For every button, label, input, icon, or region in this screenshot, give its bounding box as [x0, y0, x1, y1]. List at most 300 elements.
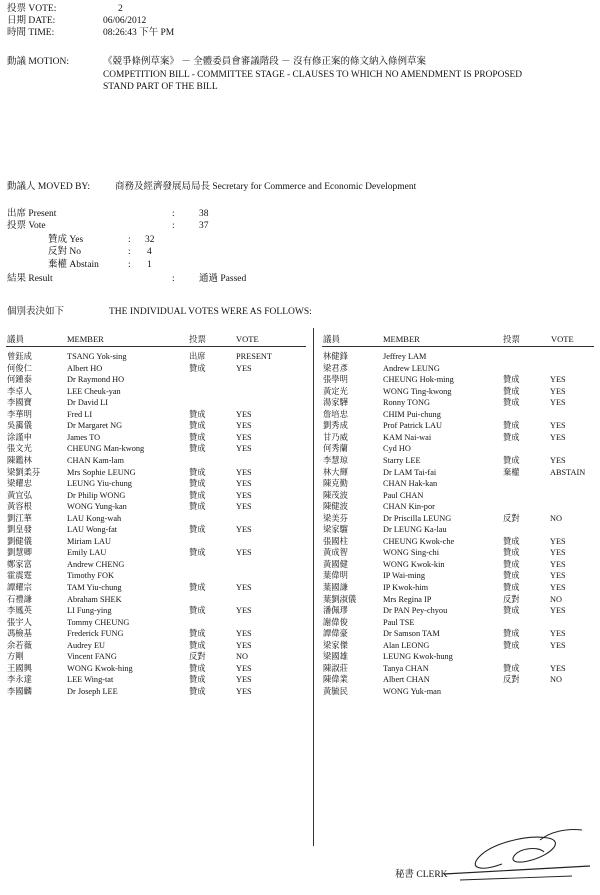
member-name-en: Emily LAU: [67, 548, 107, 558]
member-name-cn: 梁劉柔芬: [7, 467, 41, 477]
vote-total-value: 37: [199, 221, 209, 231]
member-name-en: Dr Samson TAM: [383, 629, 440, 639]
time-label: 時間 TIME:: [7, 28, 55, 38]
vote-cn: 贊成: [189, 502, 206, 512]
member-name-en: Alan LEONG: [383, 640, 430, 650]
vote-cn: 贊成: [503, 455, 520, 465]
table-row: [323, 674, 595, 686]
vote-en: YES: [236, 606, 252, 616]
table-row: [7, 501, 307, 513]
vote-en: YES: [236, 444, 252, 454]
table-row: [323, 420, 595, 432]
member-name-cn: 葉劉淑儀: [323, 594, 357, 604]
vote-en: YES: [550, 386, 566, 396]
member-name-en: WONG Yung-kan: [67, 502, 127, 512]
member-name-cn: 劉慧卿: [7, 548, 32, 558]
vote-en: YES: [236, 502, 252, 512]
table-row: [7, 420, 307, 432]
member-name-en: Frederick FUNG: [67, 629, 124, 639]
member-name-cn: 湯家驊: [323, 398, 348, 408]
member-name-en: WONG Yuk-man: [383, 686, 441, 696]
table-row: [323, 640, 595, 652]
member-name-en: Dr Priscilla LEUNG: [383, 513, 452, 523]
member-name-cn: 李鳳英: [7, 606, 32, 616]
table-row: [7, 628, 307, 640]
right-header-rule: [322, 346, 594, 347]
vote-cn: 贊成: [189, 640, 206, 650]
member-name-en: Prof Patrick LAU: [383, 421, 442, 431]
table-row: [7, 432, 307, 444]
vote-en: YES: [550, 536, 566, 546]
table-row: [323, 374, 595, 386]
member-name-cn: 陳淑莊: [323, 663, 348, 673]
table-row: [7, 663, 307, 675]
vote-cn: 棄權: [503, 467, 520, 477]
vote-en: YES: [550, 629, 566, 639]
member-name-cn: 劉江華: [7, 513, 32, 523]
table-row: [323, 478, 595, 490]
vote-cn: 贊成: [503, 606, 520, 616]
member-name-en: WONG Kwok-hing: [67, 663, 133, 673]
vote-en: NO: [236, 652, 248, 662]
table-row: [7, 640, 307, 652]
motion-line-3: STAND PART OF THE BILL: [103, 82, 218, 92]
member-name-en: CHAN Kin-por: [383, 502, 435, 512]
left-header-member-en: MEMBER: [67, 334, 104, 344]
table-row: [7, 617, 307, 629]
table-row: [7, 490, 307, 502]
member-name-en: Andrew LEUNG: [383, 363, 440, 373]
member-name-cn: 鄭家富: [7, 559, 32, 569]
table-row: [323, 559, 595, 571]
member-name-cn: 李慧琼: [323, 455, 348, 465]
member-name-en: KAM Nai-wai: [383, 432, 432, 442]
member-name-cn: 余若薇: [7, 640, 32, 650]
member-name-en: Dr LEUNG Ka-lau: [383, 525, 447, 535]
vote-cn: 贊成: [503, 559, 520, 569]
table-row: [323, 582, 595, 594]
table-row: [7, 397, 307, 409]
table-row: [323, 490, 595, 502]
member-name-en: LAU Kong-wah: [67, 513, 122, 523]
table-row: [323, 686, 595, 698]
member-name-en: Vincent FANG: [67, 652, 117, 662]
member-name-cn: 張宇人: [7, 617, 32, 627]
vote-en: YES: [236, 629, 252, 639]
member-name-cn: 梁家傑: [323, 640, 348, 650]
table-row: [323, 605, 595, 617]
member-name-en: LEE Wing-tat: [67, 675, 114, 685]
table-row: [7, 605, 307, 617]
present-value: 38: [199, 209, 209, 219]
member-name-cn: 李華明: [7, 409, 32, 419]
vote-cn: 贊成: [503, 398, 520, 408]
member-name-en: Abraham SHEK: [67, 594, 122, 604]
abstain-value: 1: [147, 260, 152, 270]
vote-cn: 贊成: [503, 536, 520, 546]
present-label: 出席 Present: [7, 209, 57, 219]
vote-en: YES: [550, 663, 566, 673]
vote-cn: 贊成: [189, 663, 206, 673]
present-colon: :: [172, 209, 175, 219]
member-name-en: Albert CHAN: [383, 675, 430, 685]
member-name-cn: 劉皇發: [7, 525, 32, 535]
member-name-cn: 馮檢基: [7, 629, 32, 639]
vote-cn: 贊成: [503, 640, 520, 650]
vote-cn: 贊成: [189, 629, 206, 639]
table-row: [7, 559, 307, 571]
vote-en: YES: [236, 640, 252, 650]
result-colon: :: [172, 274, 175, 284]
no-label: 反對 No: [48, 247, 81, 257]
left-header-vote-cn: 投票: [189, 334, 207, 344]
member-name-en: Tommy CHEUNG: [67, 617, 130, 627]
motion-label: 動議 MOTION:: [7, 57, 70, 67]
moved-by-label: 動議人 MOVED BY:: [7, 182, 91, 192]
vote-cn: 贊成: [189, 467, 206, 477]
table-row: [323, 570, 595, 582]
member-name-cn: 李國寶: [7, 398, 32, 408]
table-row: [7, 513, 307, 525]
table-row: [323, 363, 595, 375]
table-row: [7, 467, 307, 479]
time-value: 08:26:43 下午 PM: [103, 28, 175, 38]
member-name-en: IP Kwok-him: [383, 583, 429, 592]
individual-heading-en: THE INDIVIDUAL VOTES WERE AS FOLLOWS:: [109, 307, 312, 317]
member-name-cn: 梁美芬: [323, 513, 348, 523]
table-row: [7, 536, 307, 548]
vote-en: YES: [550, 432, 566, 442]
member-name-en: James TO: [67, 432, 101, 442]
member-name-cn: 陳克勤: [323, 479, 348, 489]
individual-heading-cn: 個別表決如下: [7, 307, 65, 317]
member-name-en: Paul TSE: [383, 617, 415, 627]
member-name-en: CHAN Kam-lam: [67, 455, 124, 465]
member-name-en: TAM Yiu-chung: [67, 583, 122, 592]
member-name-en: LI Fung-ying: [67, 606, 112, 616]
table-row: [7, 651, 307, 663]
member-name-cn: 梁國雄: [323, 652, 348, 662]
member-name-en: Starry LEE: [383, 455, 421, 465]
table-row: [7, 351, 307, 363]
vote-cn: 贊成: [189, 409, 206, 419]
member-name-cn: 何秀蘭: [323, 444, 348, 454]
member-name-en: Dr Margaret NG: [67, 421, 123, 431]
vote-cn: 贊成: [503, 629, 520, 639]
member-name-cn: 謝偉俊: [323, 617, 348, 627]
member-name-cn: 黃毓民: [323, 686, 348, 696]
vote-cn: 贊成: [189, 363, 206, 373]
table-row: [323, 467, 595, 479]
moved-by-value: 商務及經濟發展局局長 Secretary for Commerce and Economic Development: [115, 182, 417, 192]
table-row: [323, 432, 595, 444]
table-row: [323, 501, 595, 513]
vote-en: YES: [236, 467, 252, 477]
member-name-cn: 黃宜弘: [7, 490, 32, 500]
vote-en: YES: [236, 363, 252, 373]
member-name-en: LAU Wong-fat: [67, 525, 118, 535]
member-name-en: Dr David LI: [67, 398, 109, 408]
member-name-cn: 陳茂波: [323, 490, 348, 500]
member-name-en: Jeffrey LAM: [383, 352, 427, 361]
table-row: [323, 397, 595, 409]
vote-en: NO: [550, 675, 562, 685]
member-name-cn: 梁君彥: [323, 363, 348, 373]
right-header-vote-cn: 投票: [503, 334, 521, 344]
vote-en: YES: [550, 398, 566, 408]
vote-en: ABSTAIN: [550, 467, 586, 477]
member-name-en: Ronny TONG: [383, 398, 430, 408]
vote-cn: 反對: [189, 652, 206, 662]
member-name-en: Mrs Regina IP: [383, 594, 432, 604]
member-name-cn: 梁家騮: [323, 525, 348, 535]
left-header-vote-en: VOTE: [236, 334, 259, 344]
left-header-rule: [6, 346, 306, 347]
table-row: [323, 663, 595, 675]
table-row: [7, 363, 307, 375]
member-name-en: Audrey EU: [67, 640, 106, 650]
member-name-cn: 黃國健: [323, 559, 348, 569]
member-name-en: Cyd HO: [383, 444, 411, 454]
vote-en: YES: [550, 375, 566, 385]
vote-en: YES: [236, 525, 252, 535]
member-name-en: CHAN Hak-kan: [383, 479, 438, 489]
vote-cn: 贊成: [503, 375, 520, 385]
vote-cn: 出席: [189, 352, 206, 361]
member-name-cn: 張學明: [323, 375, 348, 385]
member-name-en: Tanya CHAN: [383, 663, 429, 673]
vote-cn: 反對: [503, 675, 520, 685]
vote-en: YES: [236, 548, 252, 558]
table-row: [323, 628, 595, 640]
member-name-cn: 王國興: [7, 663, 32, 673]
member-name-en: CHIM Pui-chung: [383, 409, 441, 419]
member-name-en: Paul CHAN: [383, 490, 424, 500]
member-name-en: Miriam LAU: [67, 536, 112, 546]
table-row: [7, 547, 307, 559]
vote-cn: 贊成: [189, 432, 206, 442]
member-name-cn: 林健鋒: [323, 352, 348, 361]
member-name-cn: 陳健波: [323, 502, 348, 512]
table-row: [7, 524, 307, 536]
member-name-en: CHEUNG Kwok-che: [383, 536, 455, 546]
member-name-en: WONG Ting-kwong: [383, 386, 452, 396]
member-name-en: Dr Raymond HO: [67, 375, 125, 385]
member-name-en: CHEUNG Man-kwong: [67, 444, 145, 454]
no-colon: :: [128, 247, 131, 257]
table-row: [323, 617, 595, 629]
member-name-cn: 譚耀宗: [7, 583, 32, 592]
member-name-cn: 梁耀忠: [7, 479, 32, 489]
table-row: [7, 582, 307, 594]
member-name-en: WONG Sing-chi: [383, 548, 439, 558]
member-name-en: LEUNG Yiu-chung: [67, 479, 132, 489]
vote-cn: 贊成: [189, 490, 206, 500]
member-name-cn: 張國柱: [323, 536, 348, 546]
vote-en: YES: [236, 432, 252, 442]
member-name-cn: 潘佩璆: [323, 606, 348, 616]
member-name-cn: 黃定光: [323, 386, 348, 396]
member-name-cn: 何俊仁: [7, 363, 32, 373]
vote-cn: 贊成: [503, 386, 520, 396]
date-label: 日期 DATE:: [7, 16, 56, 26]
motion-line-2: COMPETITION BILL - COMMITTEE STAGE - CLAUSES TO WHICH NO AMENDMENT IS PROPOSED: [103, 70, 523, 80]
table-row: [323, 386, 595, 398]
right-header-member-cn: 議員: [323, 334, 341, 344]
yes-colon: :: [128, 235, 131, 245]
member-name-cn: 譚偉豪: [323, 629, 348, 639]
member-name-cn: 何鍾泰: [7, 375, 32, 385]
vote-en: YES: [550, 640, 566, 650]
member-name-en: Albert HO: [67, 363, 103, 373]
table-row: [323, 651, 595, 663]
left-header-member-cn: 議員: [7, 334, 25, 344]
table-row: [7, 455, 307, 467]
member-name-en: WONG Kwok-kin: [383, 559, 445, 569]
vote-cn: 贊成: [189, 444, 206, 454]
table-row: [323, 443, 595, 455]
member-name-cn: 張文光: [7, 444, 32, 454]
vote-en: YES: [550, 583, 566, 592]
clerk-label: 秘書 CLERK: [395, 870, 448, 880]
member-name-en: LEE Cheuk-yan: [67, 386, 121, 396]
member-name-en: CHEUNG Hok-ming: [383, 375, 454, 385]
member-name-en: LEUNG Kwok-hung: [383, 652, 453, 662]
vote-en: YES: [550, 559, 566, 569]
result-value: 通過 Passed: [199, 274, 247, 284]
vote-en: NO: [550, 594, 562, 604]
vote-cn: 贊成: [189, 583, 206, 592]
clerk-signature: [440, 822, 596, 886]
vote-cn: 贊成: [189, 421, 206, 431]
member-name-en: Mrs Sophie LEUNG: [67, 467, 136, 477]
member-name-cn: 劉秀成: [323, 421, 348, 431]
vote-cn: 贊成: [189, 686, 206, 696]
member-name-cn: 吳靄儀: [7, 421, 32, 431]
member-name-en: Timothy FOK: [67, 571, 114, 581]
member-name-en: IP Wai-ming: [383, 571, 425, 581]
vote-en: YES: [550, 606, 566, 616]
vote-cn: 贊成: [503, 663, 520, 673]
right-header-member-en: MEMBER: [383, 334, 420, 344]
result-label: 結果 Result: [7, 274, 53, 284]
table-row: [7, 374, 307, 386]
member-name-cn: 方剛: [7, 652, 24, 662]
vote-en: YES: [236, 675, 252, 685]
abstain-colon: :: [128, 260, 131, 270]
vote-cn: 贊成: [503, 548, 520, 558]
vote-en: YES: [550, 421, 566, 431]
vote-en: PRESENT: [236, 352, 272, 361]
table-row: [323, 513, 595, 525]
vote-total-colon: :: [172, 221, 175, 231]
vote-total-label: 投票 Vote: [7, 221, 46, 231]
vote-en: YES: [236, 409, 252, 419]
table-row: [7, 686, 307, 698]
vote-en: YES: [236, 479, 252, 489]
vote-en: YES: [236, 421, 252, 431]
member-name-cn: 霍震霆: [7, 571, 32, 581]
vote-cn: 贊成: [189, 525, 206, 535]
vote-en: YES: [550, 455, 566, 465]
member-name-cn: 林大輝: [323, 467, 348, 477]
member-name-cn: 劉健儀: [7, 536, 32, 546]
table-row: [7, 443, 307, 455]
column-divider: [313, 328, 314, 846]
table-row: [323, 409, 595, 421]
vote-cn: 贊成: [503, 571, 520, 581]
yes-label: 贊成 Yes: [48, 235, 84, 245]
member-name-en: Fred LI: [67, 409, 93, 419]
vote-en: YES: [236, 686, 252, 696]
member-name-en: Andrew CHENG: [67, 559, 125, 569]
table-row: [323, 594, 595, 606]
vote-cn: 贊成: [503, 421, 520, 431]
vote-number-label: 投票 VOTE:: [7, 4, 57, 14]
vote-cn: 反對: [503, 513, 520, 523]
member-name-cn: 李永達: [7, 675, 32, 685]
vote-cn: 贊成: [189, 548, 206, 558]
member-name-cn: 甘乃威: [323, 432, 348, 442]
vote-cn: 贊成: [503, 432, 520, 442]
table-row: [7, 594, 307, 606]
table-row: [323, 536, 595, 548]
member-name-en: TSANG Yok-sing: [67, 352, 127, 361]
member-name-cn: 黃容根: [7, 502, 32, 512]
right-header-vote-en: VOTE: [551, 334, 574, 344]
yes-value: 32: [145, 235, 155, 245]
table-row: [323, 547, 595, 559]
member-name-cn: 李國麟: [7, 686, 32, 696]
member-name-cn: 詹培忠: [323, 409, 348, 419]
member-name-cn: 曾鈺成: [7, 352, 32, 361]
table-row: [7, 386, 307, 398]
date-value: 06/06/2012: [103, 16, 147, 26]
no-value: 4: [147, 247, 152, 257]
table-row: [7, 674, 307, 686]
table-row: [323, 351, 595, 363]
member-name-cn: 涂謹申: [7, 432, 32, 442]
abstain-label: 棄權 Abstain: [48, 260, 99, 270]
member-name-en: Dr PAN Pey-chyou: [383, 606, 448, 616]
member-name-en: Dr LAM Tai-fai: [383, 467, 437, 477]
member-name-cn: 葉偉明: [323, 571, 348, 581]
table-row: [323, 455, 595, 467]
vote-en: YES: [236, 663, 252, 673]
member-name-cn: 陳偉業: [323, 675, 348, 685]
vote-cn: 贊成: [503, 583, 520, 592]
vote-cn: 反對: [503, 594, 520, 604]
vote-en: YES: [550, 571, 566, 581]
vote-cn: 贊成: [189, 606, 206, 616]
member-name-en: Dr Joseph LEE: [67, 686, 118, 696]
member-name-cn: 陳鑑林: [7, 455, 32, 465]
vote-en: YES: [236, 490, 252, 500]
member-name-cn: 李卓人: [7, 386, 32, 396]
table-row: [7, 478, 307, 490]
member-name-cn: 葉國謙: [323, 583, 348, 592]
member-name-cn: 黃成智: [323, 548, 348, 558]
vote-en: NO: [550, 513, 562, 523]
vote-en: YES: [550, 548, 566, 558]
table-row: [323, 524, 595, 536]
member-name-en: Dr Philip WONG: [67, 490, 126, 500]
table-row: [7, 570, 307, 582]
vote-en: YES: [236, 583, 252, 592]
table-row: [7, 409, 307, 421]
member-name-cn: 石禮謙: [7, 594, 32, 604]
motion-line-1: 《競爭條例草案》 － 全體委員會審議階段 － 沒有修正案的條文納入條例草案: [103, 57, 427, 67]
